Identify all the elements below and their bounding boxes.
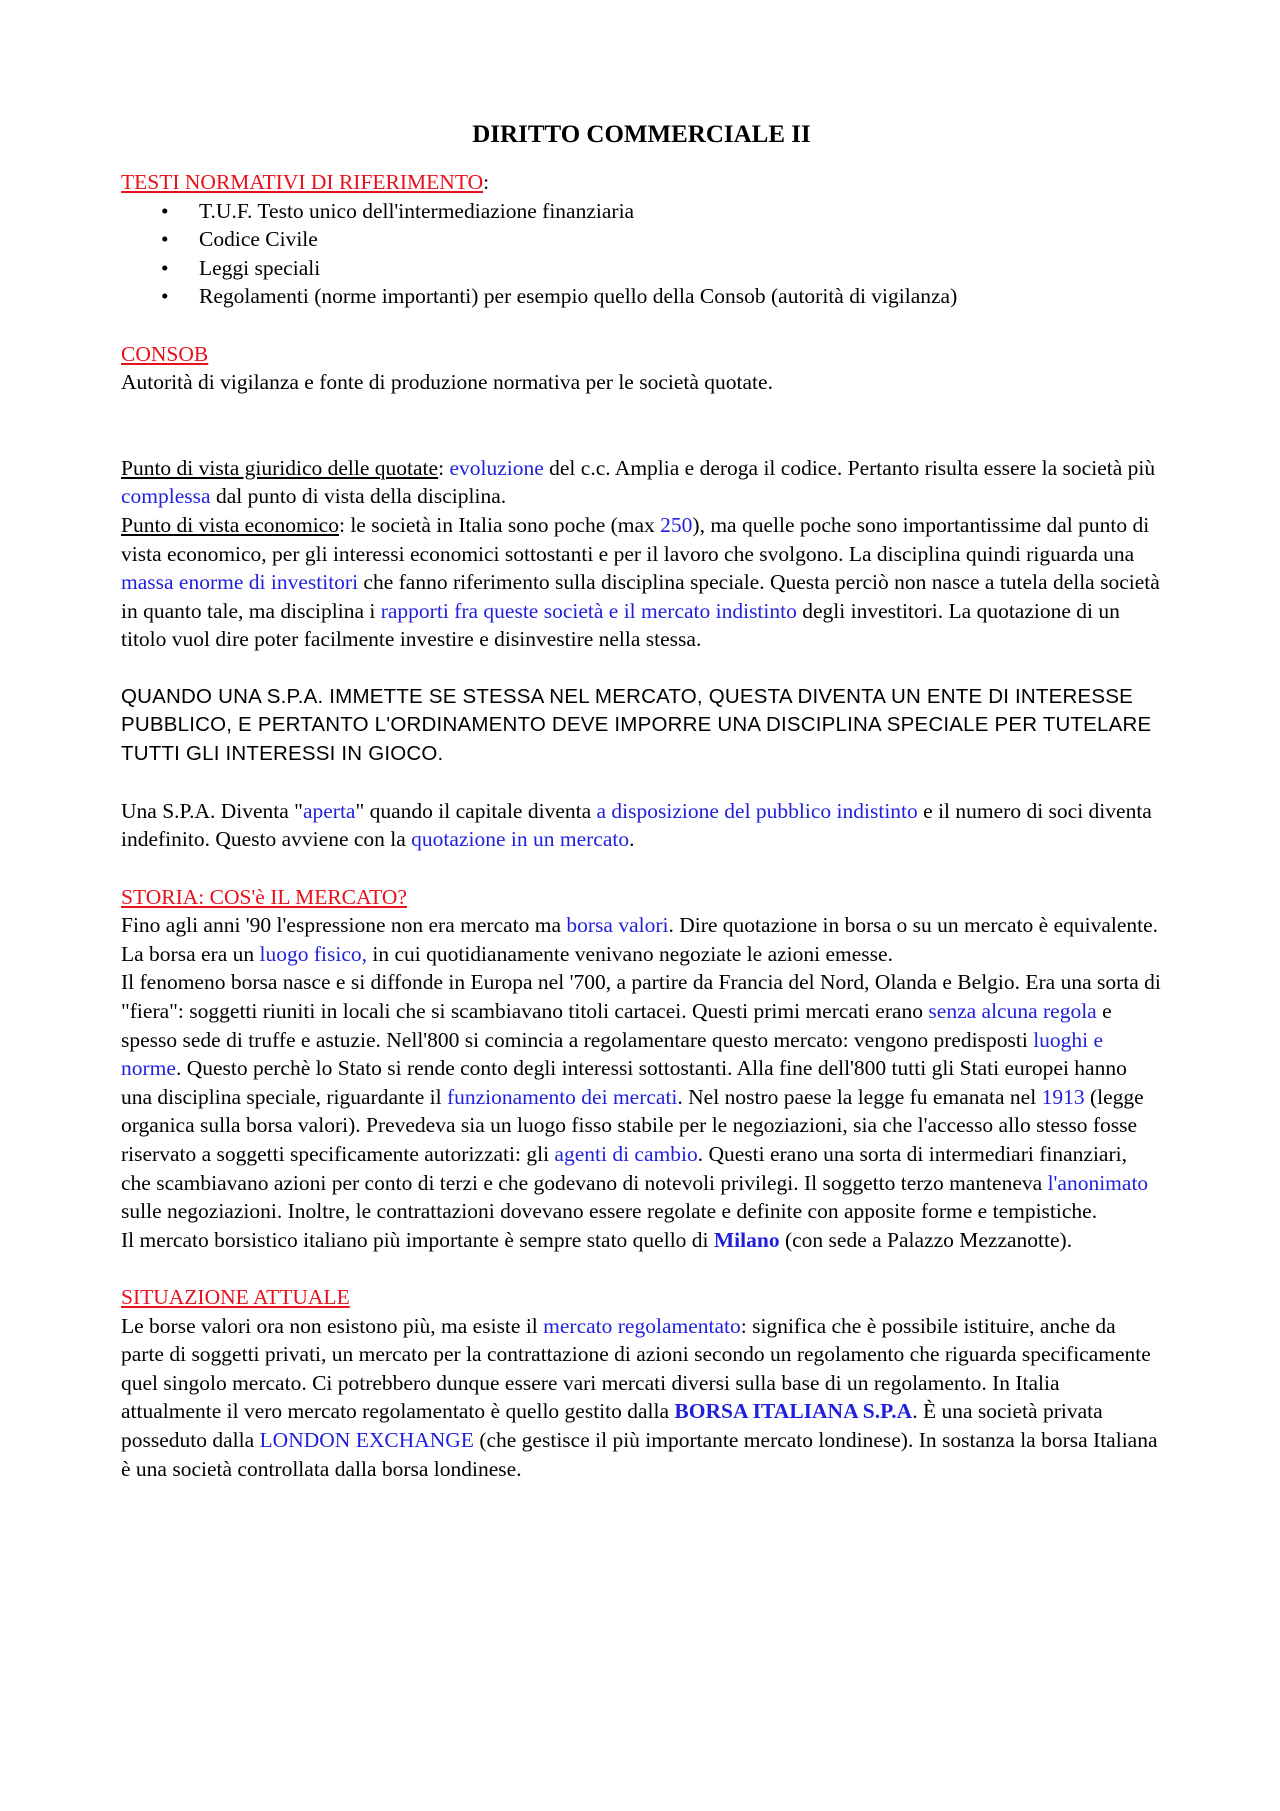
highlight-quotazione: quotazione in un mercato <box>411 827 630 852</box>
storia-paragraph-1 <box>121 911 1162 940</box>
text-run: . <box>629 827 635 852</box>
highlight-milano: Milano <box>713 1227 780 1252</box>
bullet-icon: • <box>161 198 169 223</box>
highlight-massa-investitori: massa enorme di investitori <box>121 570 359 595</box>
highlight-250: 250 <box>660 512 693 537</box>
consob-heading-line <box>121 340 1162 369</box>
text-run: Il fenomeno borsa nasce e si diffonde in Europa nel '700, a partire da Francia del Nord, Olanda e Belgio. Era una sorta di "fiera": soggetti riuniti in locali che si scambiavano titoli cartacei. Questi primi mercati erano <box>121 970 1161 1024</box>
highlight-luoghi-norme: luoghi e norme <box>121 1027 1104 1081</box>
text-run: e spesso sede di truffe e astuzie. Nell'800 si comincia a regolamentare questo mercato: vengono predisposti <box>121 999 1112 1052</box>
text-run: sulle negoziazioni. Inoltre, le contrattazioni dovevano essere regolate e definite con apposite forme e tempistiche. <box>121 1199 1098 1224</box>
text-run: : significa che è possibile istituire, anche da parte di soggetti privati, un mercato per la contrattazione di azioni secondo un regolamento che riguarda specificamente quel singolo mercato. Ci potrebbero dunque essere vari mercati diversi sulla base di un regolamento. In Italia attualmente il vero mercato regolamentato è quello gestito dalla <box>121 1313 1151 1424</box>
storia-heading: STORIA: COS'è IL MERCATO? <box>121 884 407 909</box>
highlight-anonimato: l'anonimato <box>1047 1170 1149 1195</box>
economico-label: Punto di vista economico <box>121 512 339 537</box>
highlight-luogo-fisico: luogo fisico, <box>259 941 367 966</box>
aperta-paragraph <box>121 797 1162 854</box>
testi-list <box>121 197 1162 311</box>
storia-paragraph-3 <box>121 968 1162 1225</box>
text-run: Il mercato borsistico italiano più importante è sempre stato quello di <box>121 1227 714 1252</box>
bullet-icon: • <box>161 227 169 252</box>
list-item <box>161 225 1162 254</box>
text-run: : <box>438 455 450 480</box>
highlight-london-exchange: LONDON EXCHANGE <box>259 1427 474 1452</box>
highlight-rapporti: rapporti fra queste società e il mercato indistinto <box>380 598 797 623</box>
text-run: degli investitori. La quotazione di un titolo vuol dire poter facilmente investire e disinvestire nella stessa. <box>121 598 1120 652</box>
highlight-1913: 1913 <box>1041 1084 1085 1109</box>
text-run: " quando il capitale diventa <box>355 798 597 823</box>
text-run: . Questo perchè lo Stato si rende conto degli interessi sottostanti. Alla fine dell'800 tutti gli Stati europei hanno una disciplina speciale, riguardante il <box>121 1056 1127 1109</box>
giuridico-label: Punto di vista giuridico delle quotate <box>121 455 439 480</box>
economico-paragraph <box>121 511 1162 654</box>
situazione-paragraph <box>121 1312 1162 1484</box>
consob-heading: CONSOB <box>121 341 209 366</box>
text-run: in cui quotidianamente venivano negoziate le azioni emesse. <box>367 941 893 966</box>
situazione-heading: SITUAZIONE ATTUALE <box>121 1284 350 1309</box>
text-run: (che gestisce il più importante mercato londinese). In sostanza la borsa Italiana è una società controllata dalla borsa londinese. <box>121 1427 1158 1481</box>
list-item <box>161 282 1162 311</box>
storia-paragraph-2 <box>121 940 1162 969</box>
text-run: (con sede a Palazzo Mezzanotte). <box>779 1227 1073 1252</box>
caps-paragraph: QUANDO UNA S.P.A. IMMETTE SE STESSA NEL MERCATO, QUESTA DIVENTA UN ENTE DI INTERESSE PUBBLICO, E PERTANTO L'ORDINAMENTO DEVE IMPORRE UNA DISCIPLINA SPECIALE PER TUTELARE TUTTI GLI INTERESSI IN GIOCO. <box>121 684 1152 765</box>
text-run: Una S.P.A. Diventa " <box>121 798 303 823</box>
storia-heading-line <box>121 883 1162 912</box>
list-item <box>161 197 1162 226</box>
text-run: . Questi erano una sorta di intermediari finanziari, che scambiavano azioni per conto di terzi e che godevano di notevoli privilegi. Il soggetto terzo manteneva <box>121 1142 1127 1195</box>
highlight-mercato-regolamentato: mercato regolamentato <box>543 1313 741 1338</box>
list-item-text: Regolamenti (norme importanti) per esempio quello della Consob (autorità di vigilanza) <box>199 284 958 309</box>
testi-heading: TESTI NORMATIVI DI RIFERIMENTO <box>121 170 484 194</box>
testi-heading-colon: : <box>483 170 490 194</box>
highlight-agenti-cambio: agenti di cambio <box>554 1142 698 1166</box>
text-run: . È una società privata posseduto dalla <box>121 1399 1103 1452</box>
highlight-aperta: aperta <box>302 798 356 823</box>
text-run: dal punto di vista della disciplina. <box>210 484 507 509</box>
list-item-text: Leggi speciali <box>199 255 321 280</box>
text-run: . Nel nostro paese la legge fu emanata nel <box>677 1084 1042 1109</box>
text-run: ), ma quelle poche sono importantissime dal punto di vista economico, per gli interessi economici sottostanti e per il lavoro che svolgono. La disciplina quindi riguarda una <box>121 512 1150 566</box>
bullet-icon: • <box>161 284 169 309</box>
storia-paragraph-4 <box>121 1226 1162 1255</box>
highlight-borsa-italiana: BORSA ITALIANA S.P.A <box>674 1399 913 1424</box>
highlight-pubblico-indistinto: a disposizione del pubblico indistinto <box>596 798 918 823</box>
text-run: Fino agli anni '90 l'espressione non era mercato ma <box>121 913 567 938</box>
highlight-complessa: complessa <box>121 484 211 509</box>
situazione-heading-line <box>121 1283 1162 1312</box>
text-run: . Dire quotazione in borsa o su un mercato è equivalente. <box>668 913 1159 938</box>
consob-text: Autorità di vigilanza e fonte di produzione normativa per le società quotate. <box>121 370 773 395</box>
highlight-evoluzione: evoluzione <box>449 455 544 480</box>
text-run: : le società in Italia sono poche (max <box>338 512 661 537</box>
text-run: Le borse valori ora non esistono più, ma esiste il <box>121 1313 544 1338</box>
list-item-text: Codice Civile <box>199 227 318 252</box>
bullet-icon: • <box>161 255 169 280</box>
giuridico-paragraph <box>121 454 1162 511</box>
document-title: DIRITTO COMMERCIALE II <box>472 121 811 148</box>
text-run: La borsa era un <box>121 941 260 966</box>
text-run: che fanno riferimento sulla disciplina speciale. Questa perciò non nasce a tutela della società in quanto tale, ma disciplina i <box>121 570 1160 623</box>
list-item <box>161 254 1162 283</box>
list-item-text: T.U.F. Testo unico dell'intermediazione finanziaria <box>199 198 635 223</box>
highlight-senza-regola: senza alcuna regola <box>928 999 1097 1024</box>
highlight-funzionamento: funzionamento dei mercati <box>446 1084 678 1109</box>
testi-heading-line <box>121 168 1162 197</box>
text-run: e il numero di soci diventa indefinito. Questo avviene con la <box>121 798 1152 852</box>
text-run: del c.c. Amplia e deroga il codice. Pertanto risulta essere la società più <box>543 455 1156 480</box>
highlight-borsa-valori: borsa valori <box>566 913 669 938</box>
text-run: (legge organica sulla borsa valori). Prevedeva sia un luogo fisso stabile per le negoziazioni, sia che l'accesso allo stesso fosse riservato a soggetti specificamente autorizzati: gli <box>121 1084 1144 1166</box>
